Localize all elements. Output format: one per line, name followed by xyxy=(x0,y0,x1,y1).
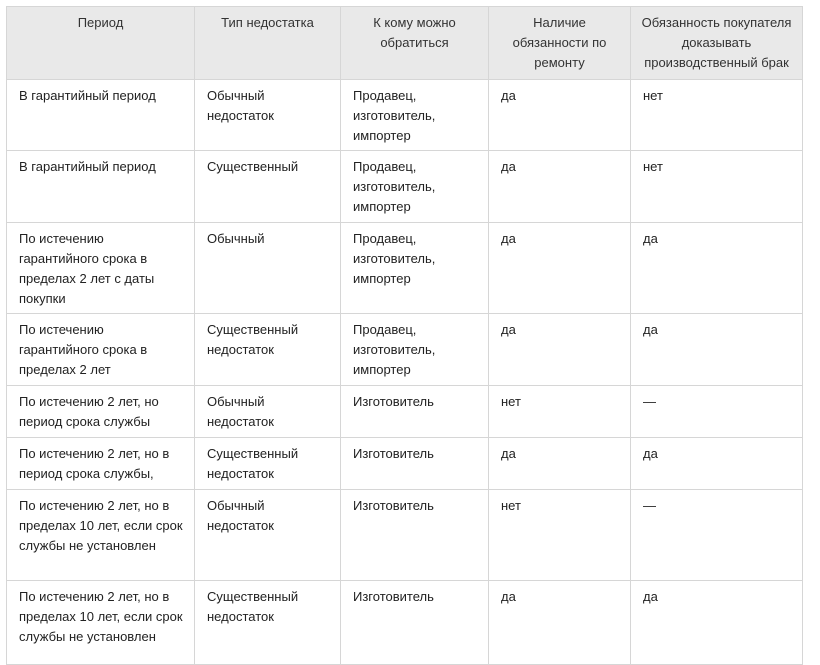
table-header xyxy=(7,7,803,80)
cell-contact: Продавец, изготовитель, импортер xyxy=(341,80,489,151)
cell-contact: Изготовитель xyxy=(341,581,489,665)
cell-proof: да xyxy=(631,223,803,314)
cell-repair: да xyxy=(489,581,631,665)
cell-contact: Продавец, изготовитель, импортер xyxy=(341,314,489,386)
cell-period: По истечению 2 лет, но период срока службы xyxy=(7,386,195,438)
cell-defect-type: Существенный xyxy=(195,151,341,223)
cell-period: В гарантийный период xyxy=(7,80,195,151)
header-repair-obligation: Наличие обязанности по ремонту xyxy=(489,7,631,80)
cell-contact: Изготовитель xyxy=(341,386,489,438)
table-row xyxy=(7,223,803,314)
cell-defect-type: Существенный недостаток xyxy=(195,581,341,665)
cell-period: В гарантийный период xyxy=(7,151,195,223)
cell-defect-type: Существенный недостаток xyxy=(195,314,341,386)
cell-period: По истечению 2 лет, но в период срока службы, xyxy=(7,438,195,490)
cell-proof: — xyxy=(631,386,803,438)
cell-contact: Изготовитель xyxy=(341,490,489,581)
table-row xyxy=(7,314,803,386)
header-contact: К кому можно обратиться xyxy=(341,7,489,80)
cell-proof: — xyxy=(631,490,803,581)
table-row xyxy=(7,581,803,665)
cell-proof: да xyxy=(631,581,803,665)
cell-repair: нет xyxy=(489,386,631,438)
cell-repair: да xyxy=(489,151,631,223)
table-row xyxy=(7,80,803,151)
cell-repair: да xyxy=(489,223,631,314)
header-proof-obligation: Обязанность покупателя доказывать производственный брак xyxy=(631,7,803,80)
cell-period: По истечению 2 лет, но в пределах 10 лет, если срок службы не установлен xyxy=(7,490,195,581)
cell-repair: нет xyxy=(489,490,631,581)
cell-defect-type: Обычный недостаток xyxy=(195,490,341,581)
defects-table xyxy=(6,6,803,665)
cell-repair: да xyxy=(489,314,631,386)
header-period: Период xyxy=(7,7,195,80)
table-row xyxy=(7,386,803,438)
header-row xyxy=(7,7,803,80)
table-row xyxy=(7,438,803,490)
cell-defect-type: Существенный недостаток xyxy=(195,438,341,490)
cell-proof: нет xyxy=(631,151,803,223)
cell-contact: Продавец, изготовитель, импортер xyxy=(341,151,489,223)
table-body xyxy=(7,80,803,665)
cell-contact: Изготовитель xyxy=(341,438,489,490)
cell-proof: нет xyxy=(631,80,803,151)
table-row xyxy=(7,490,803,581)
cell-period: По истечению 2 лет, но в пределах 10 лет, если срок службы не установлен xyxy=(7,581,195,665)
cell-defect-type: Обычный xyxy=(195,223,341,314)
cell-proof: да xyxy=(631,438,803,490)
cell-defect-type: Обычный недостаток xyxy=(195,80,341,151)
cell-repair: да xyxy=(489,438,631,490)
table-row xyxy=(7,151,803,223)
cell-proof: да xyxy=(631,314,803,386)
cell-defect-type: Обычный недостаток xyxy=(195,386,341,438)
cell-period: По истечению гарантийного срока в пределах 2 лет с даты покупки xyxy=(7,223,195,314)
cell-contact: Продавец, изготовитель, импортер xyxy=(341,223,489,314)
header-defect-type: Тип недостатка xyxy=(195,7,341,80)
cell-repair: да xyxy=(489,80,631,151)
cell-period: По истечению гарантийного срока в пределах 2 лет xyxy=(7,314,195,386)
